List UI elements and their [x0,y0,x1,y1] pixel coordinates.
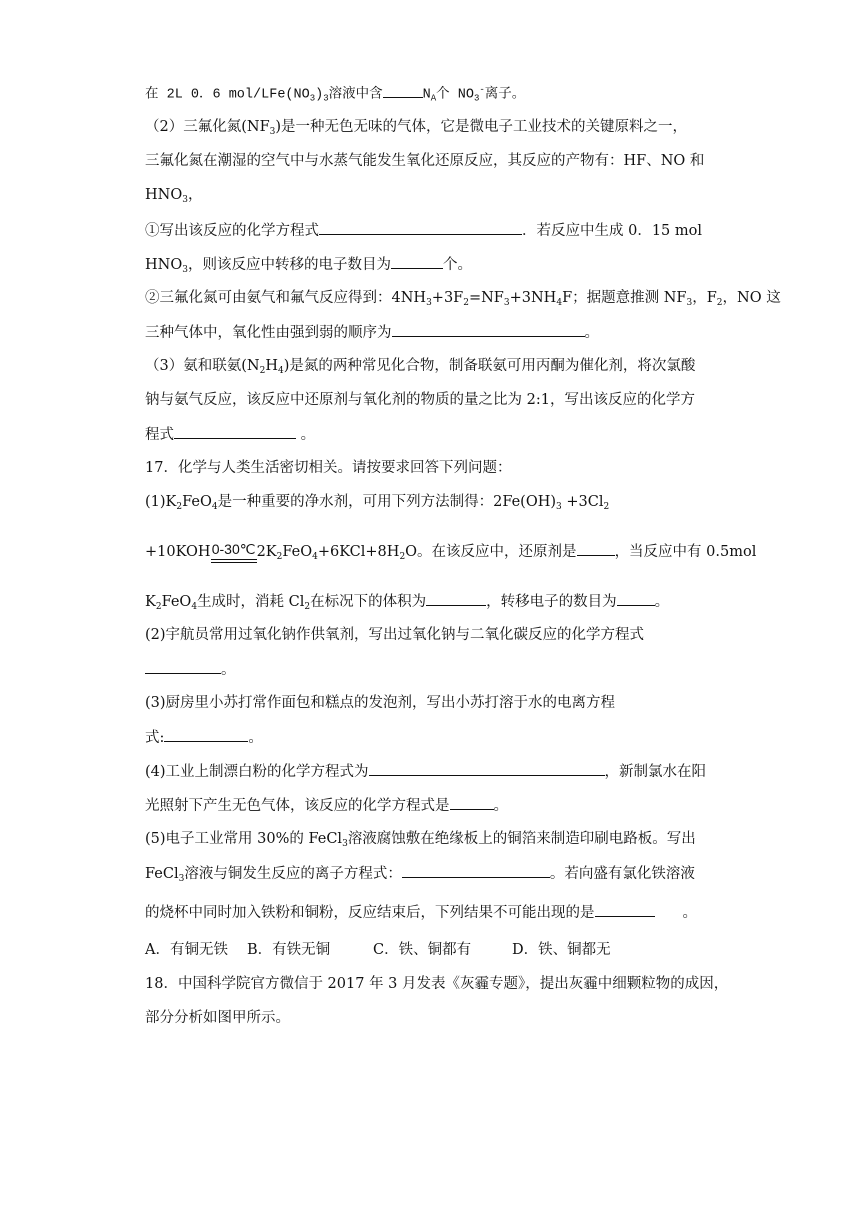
sub: 3 [503,298,510,308]
q16-p2-line-4 [145,220,702,241]
equals-line [211,562,257,563]
q16-p2-line-5 [145,254,472,280]
text: 的烧杯中同时加入铁粉和铜粉，反应结束后，下列结果不可能出现的是 [145,905,595,921]
answer-blank[interactable] [595,902,655,917]
q18-line-2 [145,1008,290,1028]
text: FeO [182,494,212,510]
q16-p2-line-6 [145,288,781,313]
sub: 4 [191,602,198,612]
answer-blank[interactable] [617,591,655,606]
text: 部分分析如图甲所示。 [145,1010,290,1026]
text: (4)工业上制漂白粉的化学方程式为 [145,764,369,780]
sub: 2 [603,502,610,512]
text: 钠与氨气反应，该反应中还原剂与氧化剂的物质的量之比为 2:1，写出该反应的化学方 [145,392,695,408]
answer-blank[interactable] [577,541,615,556]
text: 。 [493,798,508,814]
sub: 3 [556,502,562,512]
text: 在标况下的体积为 [310,594,427,610]
text: 。 [248,730,263,746]
text: 。 [221,662,236,678]
q17-p1-line-2 [145,541,756,567]
text: （3）氨和联氨(N [145,358,260,374]
reaction-condition: 0-30℃ [211,541,256,557]
text: +3NH [509,290,557,306]
text: 是一种重要的净水剂，可用下列方法制得：2Fe(OH) [217,494,557,510]
text: HNO [145,257,183,273]
text: 三氟化氮在潮湿的空气中与水蒸气能发生氧化还原反应，其反应的产物有：HF、NO 和 [145,153,705,169]
text: FeO [282,544,313,560]
text: (3)厨房里小苏打常作面包和糕点的发泡剂，写出小苏打溶于水的电离方程 [145,695,616,711]
text: 。 [654,594,670,610]
text: ，新制氯水在阳 [604,764,707,780]
sub: 3 [269,127,276,137]
text: +3F [431,290,464,306]
answer-blank[interactable] [319,220,522,235]
text: ②三氟化氮可由氨气和氟气反应得到：4NH [145,290,427,306]
text: +3Cl [561,494,604,510]
text: 。若向盛有氯化铁溶液 [549,866,695,882]
q17-p1-line-1 [145,492,609,517]
text: ，则该反应中转移的电子数目为 [187,257,391,273]
q17-p4-line-2 [145,795,508,816]
reaction-arrow [211,541,257,567]
sub: 3 [342,839,348,849]
sub: 3 [323,93,329,104]
option-a[interactable]: A．有铜无铁 [145,942,228,958]
text: H [265,358,278,374]
answer-blank[interactable] [164,727,248,742]
answer-blank[interactable] [402,863,550,878]
sub: 3 [686,298,693,308]
sub: 4 [556,298,563,308]
q17-p5-line-2 [145,863,695,889]
text: ①写出该反应的化学方程式 [145,223,319,239]
text: 个。 [442,257,472,273]
text: 三种气体中，氧化性由强到弱的顺序为 [145,325,392,341]
text: ．若反应中生成 0．15 mol [522,223,703,239]
q16-p2-line-7 [145,322,599,343]
sub: 3 [182,195,188,205]
text: 程式 [145,427,174,443]
q17-p3-line-2 [145,727,263,748]
q17-p1-line-3 [145,591,669,617]
text: 溶液腐蚀敷在绝缘板上的铜箔来制造印刷电路板。写出 [347,831,696,847]
equals-line [211,559,257,560]
text: (2)宇航员常用过氧化钠作供氧剂，写出过氧化钠与二氧化碳反应的化学方程式 [145,627,645,643]
answer-blank[interactable] [174,424,296,439]
option-b[interactable]: B．有铁无铜 [247,942,331,958]
option-d[interactable]: D．铁、铜都无 [512,942,611,958]
sub: 2 [716,298,723,308]
option-c[interactable]: C．铁、铜都有 [373,942,472,958]
q16-p2-line-1 [145,117,687,142]
answer-blank[interactable] [391,254,443,269]
text: O。在该反应中，还原剂是 [405,544,577,560]
text: ) [315,87,324,103]
text: 。 [584,325,599,341]
text: =NF [468,290,504,306]
text: 个 NO [436,87,474,103]
q17-p2-line-1 [145,625,644,645]
q17-p4-line-1 [145,761,706,782]
text: FeO [161,594,192,610]
sub: 4 [211,502,218,512]
sub: 3 [309,93,316,104]
text: ，F [692,290,717,306]
sub: 2 [176,502,183,512]
text: +6KCl+8H [317,544,400,560]
text: ，转移电子的数目为 [486,594,617,610]
text: ，当反应中有 0.5mol [614,544,757,560]
text: F；据题意推测 NF [562,290,687,306]
text: ，NO 这 [722,290,781,306]
text: （2）三氟化氮(NF [145,119,270,135]
q17-title [145,458,511,478]
text: 离子。 [484,87,526,103]
sub: 2 [276,552,283,562]
text: N [422,87,431,103]
answer-blank[interactable] [426,591,486,606]
text: )是氮的两种常见化合物，制备联氨可用丙酮为催化剂，将次氯酸 [283,358,696,374]
text: +10KOH [145,544,211,560]
text: 溶液与铜发生反应的离子方程式： [184,866,402,882]
q16-p2-line-3 [145,185,202,210]
text: (1)K [145,494,177,510]
sub: 3 [178,874,185,884]
sub: 2 [155,602,162,612]
sub: A [430,93,437,104]
text: 。 [296,427,316,443]
sub: 2 [399,552,406,562]
text: (5)电子工业常用 30%的 FeCl [145,831,343,847]
sub: 2 [259,366,266,376]
sub: 4 [277,366,284,376]
sub: 4 [312,552,318,562]
answer-blank[interactable] [145,659,221,674]
sub: 2 [304,602,311,612]
text: 。 [682,905,697,921]
sup: - [479,85,485,95]
q16-p3-line-3 [145,424,315,445]
answer-blank[interactable] [392,322,585,337]
text: )是一种无色无味的气体，它是微电子工业技术的关键原料之一， [275,119,688,135]
q16-line-1 [145,80,525,109]
q17-p5-line-3 [145,902,697,923]
text: ， [187,187,203,203]
sub: 2 [463,298,469,308]
q18-line-1 [145,974,728,994]
text: 2K [256,544,277,560]
text: 在 2L 0．6 mol/LFe(NO [145,87,310,103]
text: FeCl [145,866,179,882]
q17-p2-line-2 [145,659,236,680]
sub: 3 [182,265,188,275]
q16-p3-line-1 [145,356,695,381]
q17-p3-line-1 [145,693,615,713]
text: 18．中国科学院官方微信于 2017 年 3 月发表《灰霾专题》，提出灰霾中细颗粒物的成因， [145,976,729,992]
text: 光照射下产生无色气体，该反应的化学方程式是 [145,798,450,814]
sub: 3 [426,298,432,308]
q17-options [145,940,611,960]
text: K [145,594,156,610]
sub: 3 [473,93,480,104]
q17-p5-line-1 [145,829,696,854]
q16-p3-line-2 [145,390,695,410]
text: 生成时，消耗 Cl [197,594,305,610]
text: 式: [145,730,165,746]
text: 17．化学与人类生活密切相关。请按要求回答下列问题： [145,460,512,476]
text: HNO [145,187,183,203]
answer-blank[interactable] [450,795,494,810]
text: 溶液中含 [328,87,383,103]
answer-blank[interactable] [369,761,605,776]
q16-p2-line-2 [145,151,704,171]
answer-blank[interactable] [383,83,423,98]
